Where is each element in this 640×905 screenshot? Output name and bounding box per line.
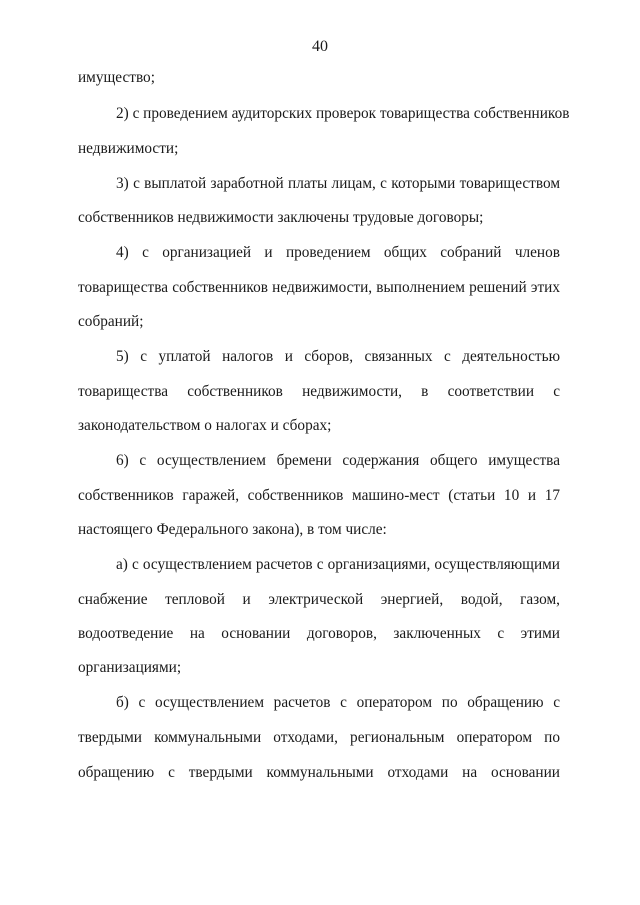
page-number: 40: [312, 38, 328, 55]
text-line: товарищества собственников недвижимости, в соответствии с: [78, 383, 560, 400]
text-line: имущество;: [78, 69, 155, 86]
text-line: организациями;: [78, 659, 182, 676]
text-line: собственников недвижимости заключены трудовые договоры;: [78, 209, 484, 226]
text-line: обращению с твердыми коммунальными отходами на основании: [78, 764, 560, 781]
paragraph-4-line: 4) с организацией и проведением общих собраний членов: [116, 244, 560, 261]
text-line: законодательством о налогах и сборах;: [78, 417, 332, 434]
paragraph-2-line: 2) с проведением аудиторских проверок товарищества собственников: [116, 105, 570, 122]
text-line: недвижимости;: [78, 140, 179, 157]
text-line: товарищества собственников недвижимости, выполнением решений этих: [78, 279, 560, 296]
subparagraph-a-line: а) с осуществлением расчетов с организациями, осуществляющими: [116, 556, 560, 573]
text-line: настоящего Федерального закона), в том числе:: [78, 521, 387, 538]
text-line: снабжение тепловой и электрической энергией, водой, газом,: [78, 591, 560, 608]
paragraph-3-line: 3) с выплатой заработной платы лицам, с которыми товариществом: [116, 175, 560, 192]
text-line: собраний;: [78, 313, 144, 330]
paragraph-6-line: 6) с осуществлением бремени содержания общего имущества: [116, 452, 560, 469]
paragraph-5-line: 5) с уплатой налогов и сборов, связанных с деятельностью: [116, 348, 560, 365]
text-line: твердыми коммунальными отходами, региональным оператором по: [78, 729, 560, 746]
text-line: собственников гаражей, собственников машино-мест (статьи 10 и 17: [78, 487, 560, 504]
subparagraph-b-line: б) с осуществлением расчетов с оператором по обращению с: [116, 694, 560, 711]
text-line: водоотведение на основании договоров, заключенных с этими: [78, 625, 560, 642]
